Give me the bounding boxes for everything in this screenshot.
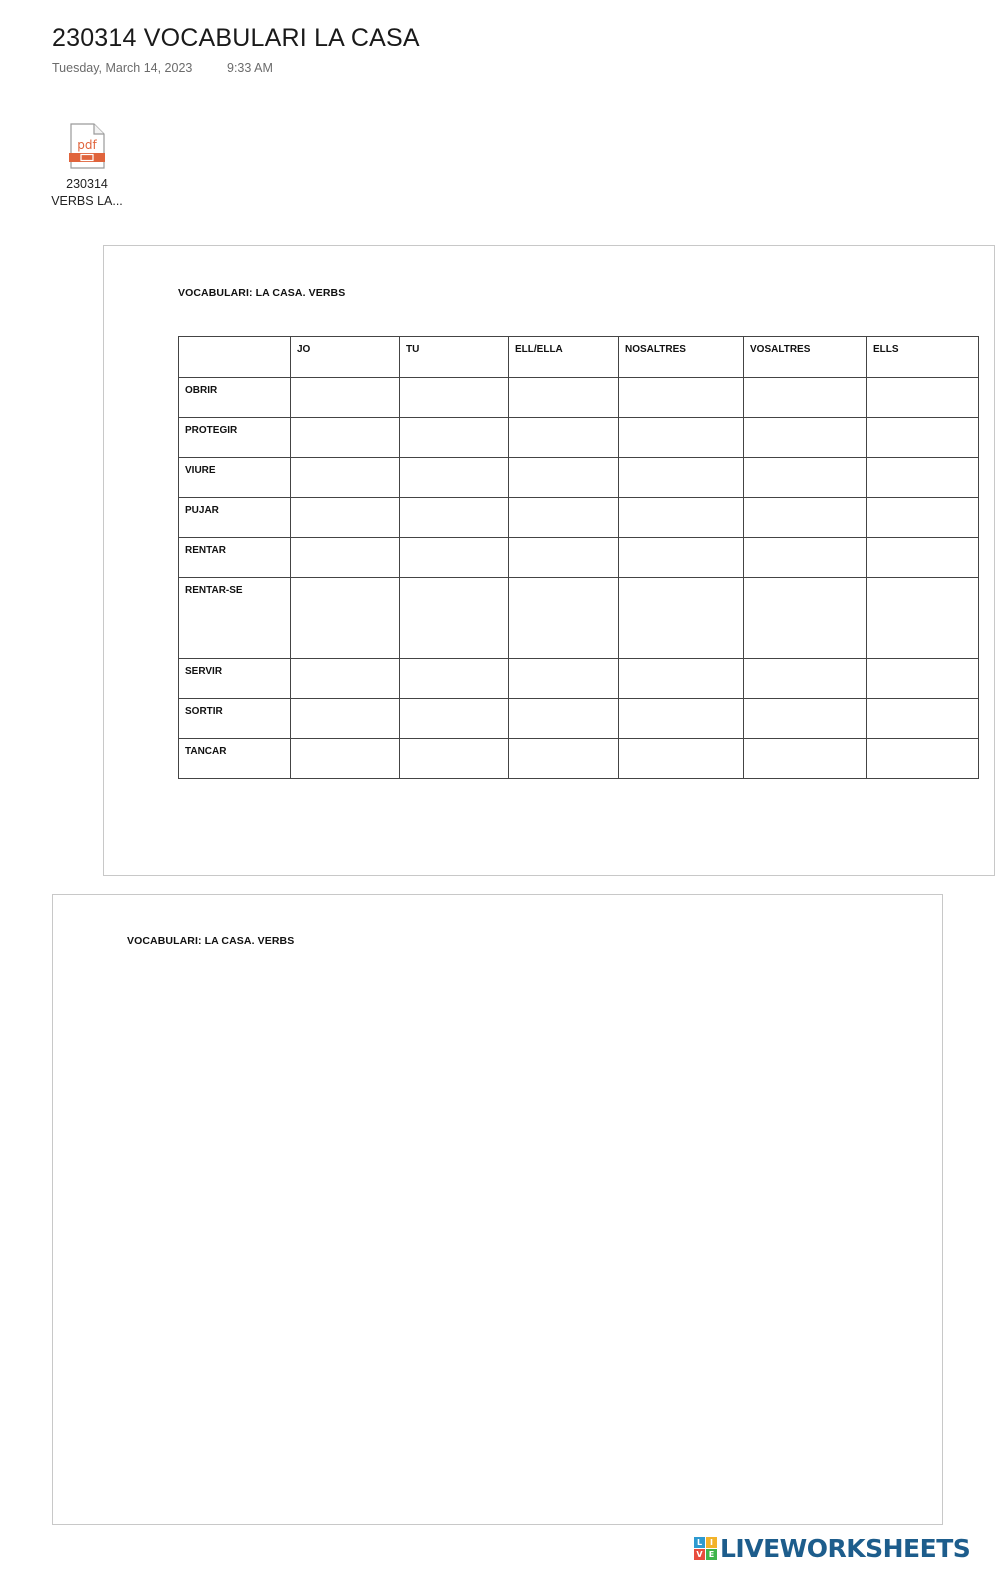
answer-cell[interactable]: [400, 498, 509, 538]
answer-cell[interactable]: [744, 699, 867, 739]
logo-letter: I: [706, 1537, 717, 1548]
answer-cell[interactable]: [291, 578, 400, 659]
answer-cell[interactable]: [509, 538, 619, 578]
verb-cell: PUJAR: [179, 498, 291, 538]
table-row: [179, 578, 979, 659]
answer-cell[interactable]: [400, 538, 509, 578]
table-row: [179, 378, 979, 418]
answer-cell[interactable]: [291, 538, 400, 578]
table-row: [179, 538, 979, 578]
answer-cell[interactable]: [400, 458, 509, 498]
document-page-1: [103, 245, 995, 876]
answer-cell[interactable]: [744, 739, 867, 779]
note-title: 230314 VOCABULARI LA CASA: [52, 24, 420, 52]
answer-cell[interactable]: [291, 418, 400, 458]
answer-cell[interactable]: [744, 458, 867, 498]
answer-cell[interactable]: [867, 458, 979, 498]
verb-cell: PROTEGIR: [179, 418, 291, 458]
table-row: [179, 458, 979, 498]
table-row: [179, 699, 979, 739]
answer-cell[interactable]: [509, 699, 619, 739]
answer-cell[interactable]: [509, 498, 619, 538]
answer-cell[interactable]: [867, 739, 979, 779]
page-heading: VOCABULARI: LA CASA. VERBS: [127, 935, 295, 947]
table-row: [179, 498, 979, 538]
answer-cell[interactable]: [291, 458, 400, 498]
liveworksheets-logo: [694, 1533, 970, 1563]
answer-cell[interactable]: [744, 538, 867, 578]
header-cell: TU: [400, 337, 509, 378]
logo-letter: V: [694, 1549, 705, 1560]
header-cell: ELLS: [867, 337, 979, 378]
logo-mark-icon: [694, 1537, 717, 1560]
answer-cell[interactable]: [619, 578, 744, 659]
verb-cell: TANCAR: [179, 739, 291, 779]
answer-cell[interactable]: [509, 659, 619, 699]
attachment-filename-line1: 230314: [66, 177, 108, 191]
answer-cell[interactable]: [509, 418, 619, 458]
answer-cell[interactable]: [291, 378, 400, 418]
table-header-row: [179, 337, 979, 378]
verb-cell: OBRIR: [179, 378, 291, 418]
answer-cell[interactable]: [400, 578, 509, 659]
answer-cell[interactable]: [867, 659, 979, 699]
table-row: [179, 659, 979, 699]
pdf-attachment[interactable]: [44, 122, 130, 210]
answer-cell[interactable]: [867, 418, 979, 458]
answer-cell[interactable]: [867, 538, 979, 578]
page-heading: VOCABULARI: LA CASA. VERBS: [178, 287, 346, 299]
logo-letter: E: [706, 1549, 717, 1560]
answer-cell[interactable]: [619, 378, 744, 418]
pdf-label: pdf: [77, 138, 97, 152]
note-time: 9:33 AM: [227, 61, 273, 75]
answer-cell[interactable]: [509, 739, 619, 779]
answer-cell[interactable]: [619, 739, 744, 779]
attachment-filename: [44, 176, 130, 210]
answer-cell[interactable]: [291, 739, 400, 779]
document-page-2: [52, 894, 943, 1525]
answer-cell[interactable]: [619, 538, 744, 578]
logo-letter: L: [694, 1537, 705, 1548]
answer-cell[interactable]: [619, 458, 744, 498]
answer-cell[interactable]: [400, 418, 509, 458]
verb-cell: VIURE: [179, 458, 291, 498]
answer-cell[interactable]: [509, 578, 619, 659]
answer-cell[interactable]: [400, 699, 509, 739]
verbs-table: [178, 336, 979, 779]
answer-cell[interactable]: [291, 659, 400, 699]
answer-cell[interactable]: [291, 498, 400, 538]
header-cell: JO: [291, 337, 400, 378]
answer-cell[interactable]: [400, 739, 509, 779]
answer-cell[interactable]: [744, 578, 867, 659]
attachment-filename-line2: VERBS LA...: [51, 194, 123, 208]
answer-cell[interactable]: [619, 699, 744, 739]
table-row: [179, 418, 979, 458]
header-cell: NOSALTRES: [619, 337, 744, 378]
logo-text: LIVEWORKSHEETS: [720, 1533, 971, 1563]
answer-cell[interactable]: [619, 418, 744, 458]
verb-cell: SERVIR: [179, 659, 291, 699]
answer-cell[interactable]: [619, 498, 744, 538]
answer-cell[interactable]: [744, 378, 867, 418]
answer-cell[interactable]: [867, 378, 979, 418]
answer-cell[interactable]: [509, 378, 619, 418]
verb-cell: SORTIR: [179, 699, 291, 739]
answer-cell[interactable]: [744, 418, 867, 458]
answer-cell[interactable]: [291, 699, 400, 739]
answer-cell[interactable]: [619, 659, 744, 699]
answer-cell[interactable]: [744, 498, 867, 538]
verb-cell: RENTAR: [179, 538, 291, 578]
header-cell: ELL/ELLA: [509, 337, 619, 378]
answer-cell[interactable]: [400, 659, 509, 699]
note-date: Tuesday, March 14, 2023: [52, 61, 193, 75]
answer-cell[interactable]: [867, 699, 979, 739]
answer-cell[interactable]: [867, 498, 979, 538]
answer-cell[interactable]: [400, 378, 509, 418]
answer-cell[interactable]: [744, 659, 867, 699]
verb-cell: RENTAR-SE: [179, 578, 291, 659]
header-cell: VOSALTRES: [744, 337, 867, 378]
pdf-file-icon: [67, 122, 107, 170]
answer-cell[interactable]: [867, 578, 979, 659]
header-cell: [179, 337, 291, 378]
answer-cell[interactable]: [509, 458, 619, 498]
table-row: [179, 739, 979, 779]
